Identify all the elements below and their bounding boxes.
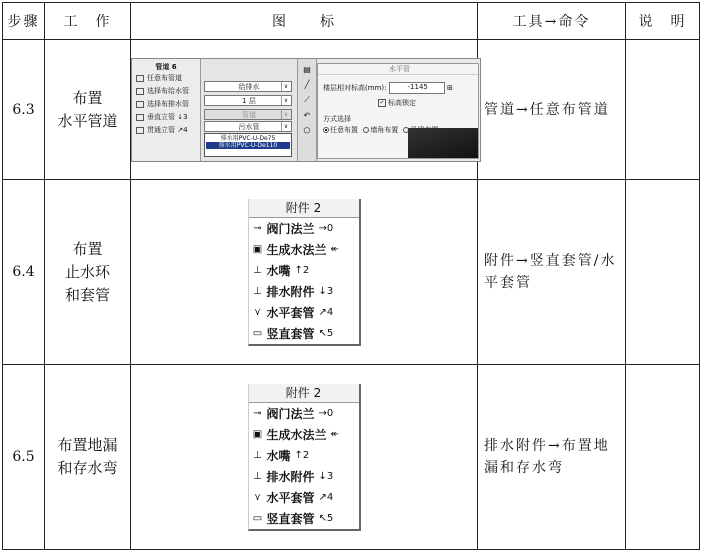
menu-item-valve-flange[interactable]: ⊸ 阀门法兰 →0 bbox=[249, 218, 359, 239]
horizontal-pipe-dialog bbox=[317, 63, 479, 159]
drain-fitting-icon: ⊥ bbox=[253, 285, 262, 297]
table-row bbox=[3, 365, 700, 550]
menu-item[interactable]: 任意布管道 bbox=[132, 72, 200, 85]
elevation-input[interactable]: -1145 bbox=[389, 82, 445, 94]
menu-item-generate-flange[interactable]: ▣ 生成水法兰 ↞ bbox=[249, 424, 359, 445]
supply-pipe-icon bbox=[136, 88, 144, 95]
nozzle-icon: ⊥ bbox=[253, 264, 262, 276]
pick-icon[interactable]: ⊞ bbox=[446, 83, 453, 92]
header-tool: 工具→命令 bbox=[478, 3, 626, 40]
menu-item[interactable]: 垂直立管 ↓3 bbox=[132, 111, 200, 124]
icon-cell bbox=[131, 40, 478, 180]
menu-item-vertical-sleeve[interactable]: ▭ 竖直套管 ↖5 bbox=[249, 323, 359, 344]
pipe-options-panel bbox=[201, 59, 298, 161]
step-number: 6.5 bbox=[3, 365, 45, 550]
list-item[interactable]: 排水用PVC-U-De75 bbox=[220, 134, 276, 142]
pipe-tool-panel bbox=[132, 59, 201, 161]
spec-list[interactable] bbox=[204, 133, 292, 157]
chevron-down-icon: ∨ bbox=[281, 110, 290, 119]
menu-item-nozzle[interactable]: ⊥ 水嘴 ↑2 bbox=[249, 260, 359, 281]
menu-item-drain-fitting[interactable]: ⊥ 排水附件 ↓3 bbox=[249, 466, 359, 487]
menu-item-valve-flange[interactable]: ⊸ 阀门法兰 →0 bbox=[249, 403, 359, 424]
radio-any[interactable] bbox=[323, 127, 329, 133]
drain-pipe-icon bbox=[136, 101, 144, 108]
drawing-area bbox=[408, 128, 478, 158]
floor-select[interactable]: 1 层 ∨ bbox=[204, 95, 292, 106]
generate-flange-icon: ▣ bbox=[252, 243, 263, 255]
layer-icon[interactable]: ▤ bbox=[303, 64, 311, 74]
tool-command: 附件→竖直套管/水平套管 bbox=[478, 180, 626, 365]
menu-item-vertical-sleeve[interactable]: ▭ 竖直套管 ↖5 bbox=[249, 508, 359, 529]
horizontal-sleeve-icon: ⋎ bbox=[253, 306, 262, 318]
attachment-panel bbox=[248, 199, 361, 346]
chevron-down-icon: ∨ bbox=[281, 122, 290, 131]
panel-title: 附件 2 bbox=[249, 384, 359, 403]
tool-command: 管道→任意布管道 bbox=[478, 40, 626, 180]
menu-item-horizontal-sleeve[interactable]: ⋎ 水平套管 ↗4 bbox=[249, 487, 359, 508]
radio-corner[interactable] bbox=[363, 127, 369, 133]
panel-title: 管道 6 bbox=[155, 62, 177, 71]
menu-item-nozzle[interactable]: ⊥ 水嘴 ↑2 bbox=[249, 445, 359, 466]
line-icon[interactable]: ╱ bbox=[304, 79, 310, 89]
header-work: 工 作 bbox=[45, 3, 131, 40]
elevation-row bbox=[323, 82, 453, 94]
panel-title: 附件 2 bbox=[249, 199, 359, 218]
generate-flange-icon: ▣ bbox=[252, 428, 263, 440]
lock-checkbox[interactable]: ✓ bbox=[379, 98, 385, 106]
polyline-icon[interactable]: ⟋ bbox=[304, 94, 310, 104]
valve-flange-icon: ⊸ bbox=[253, 407, 262, 419]
work-line: 和存水弯 bbox=[57, 459, 118, 477]
work-cell bbox=[45, 40, 131, 180]
system-select[interactable]: 给排水 ∨ bbox=[204, 81, 292, 92]
steps-table bbox=[2, 2, 700, 550]
note-cell bbox=[626, 180, 700, 365]
type-select[interactable]: 管道 ∨ bbox=[204, 109, 292, 120]
chevron-down-icon: ∨ bbox=[281, 82, 290, 91]
icon-cell bbox=[131, 180, 478, 365]
chevron-down-icon: ∨ bbox=[281, 96, 290, 105]
menu-item[interactable]: 选择布排水管 bbox=[132, 98, 200, 111]
work-line: 布置地漏 bbox=[57, 436, 118, 454]
work-line: 止水环 bbox=[64, 262, 110, 281]
valve-flange-icon: ⊸ bbox=[253, 222, 262, 234]
vertical-sleeve-icon: ▭ bbox=[252, 327, 263, 339]
through-riser-icon bbox=[136, 127, 144, 134]
tool-command: 排水附件→布置地漏和存水弯 bbox=[478, 365, 626, 550]
table-row bbox=[3, 180, 700, 365]
draw-toolbar bbox=[298, 59, 317, 161]
lock-row[interactable]: ✓ 标高锁定 bbox=[379, 98, 416, 107]
menu-item[interactable]: 选择布给水管 bbox=[132, 85, 200, 98]
step-number: 6.3 bbox=[3, 40, 45, 180]
work-line: 水平管道 bbox=[57, 111, 118, 130]
menu-item[interactable]: 贯通立管 ↗4 bbox=[132, 124, 200, 137]
work-line: 布置 bbox=[72, 239, 103, 258]
work-cell bbox=[45, 365, 131, 550]
step-number: 6.4 bbox=[3, 180, 45, 365]
riser-icon bbox=[136, 114, 144, 121]
header-row bbox=[3, 3, 700, 40]
dialog-title: 水平管 bbox=[318, 64, 478, 75]
mode-radios: 任意布置 墙角布置 bbox=[323, 125, 438, 135]
undo-icon[interactable]: ↶ bbox=[303, 110, 311, 120]
header-step: 步骤 bbox=[3, 3, 45, 40]
mode-label: 方式选择 bbox=[323, 114, 351, 123]
drain-fitting-icon: ⊥ bbox=[253, 470, 262, 482]
work-cell bbox=[45, 180, 131, 365]
vertical-sleeve-icon: ▭ bbox=[252, 512, 263, 524]
icon-cell bbox=[131, 365, 478, 550]
pipe-kind-select[interactable]: 污水管 ∨ bbox=[204, 121, 292, 132]
header-note: 说 明 bbox=[626, 3, 700, 40]
elevation-label: 楼层相对标高(mm): bbox=[323, 83, 387, 92]
list-item[interactable]: 排水用PVC-U-De110 bbox=[206, 142, 290, 149]
menu-item-horizontal-sleeve[interactable]: ⋎ 水平套管 ↗4 bbox=[249, 302, 359, 323]
header-icon: 图 标 bbox=[131, 3, 478, 40]
pipe-icon bbox=[136, 75, 144, 82]
note-cell bbox=[626, 40, 700, 180]
menu-item-drain-fitting[interactable]: ⊥ 排水附件 ↓3 bbox=[249, 281, 359, 302]
horizontal-sleeve-icon: ⋎ bbox=[253, 491, 262, 503]
work-line: 布置 bbox=[72, 88, 103, 107]
table-row bbox=[3, 40, 700, 180]
pipe-screenshot bbox=[131, 58, 481, 162]
polygon-icon[interactable]: ⬠ bbox=[303, 125, 311, 135]
work-line: 和套管 bbox=[64, 285, 110, 304]
nozzle-icon: ⊥ bbox=[253, 449, 262, 461]
note-cell bbox=[626, 365, 700, 550]
menu-item-generate-flange[interactable]: ▣ 生成水法兰 ↞ bbox=[249, 239, 359, 260]
attachment-panel bbox=[248, 384, 361, 531]
